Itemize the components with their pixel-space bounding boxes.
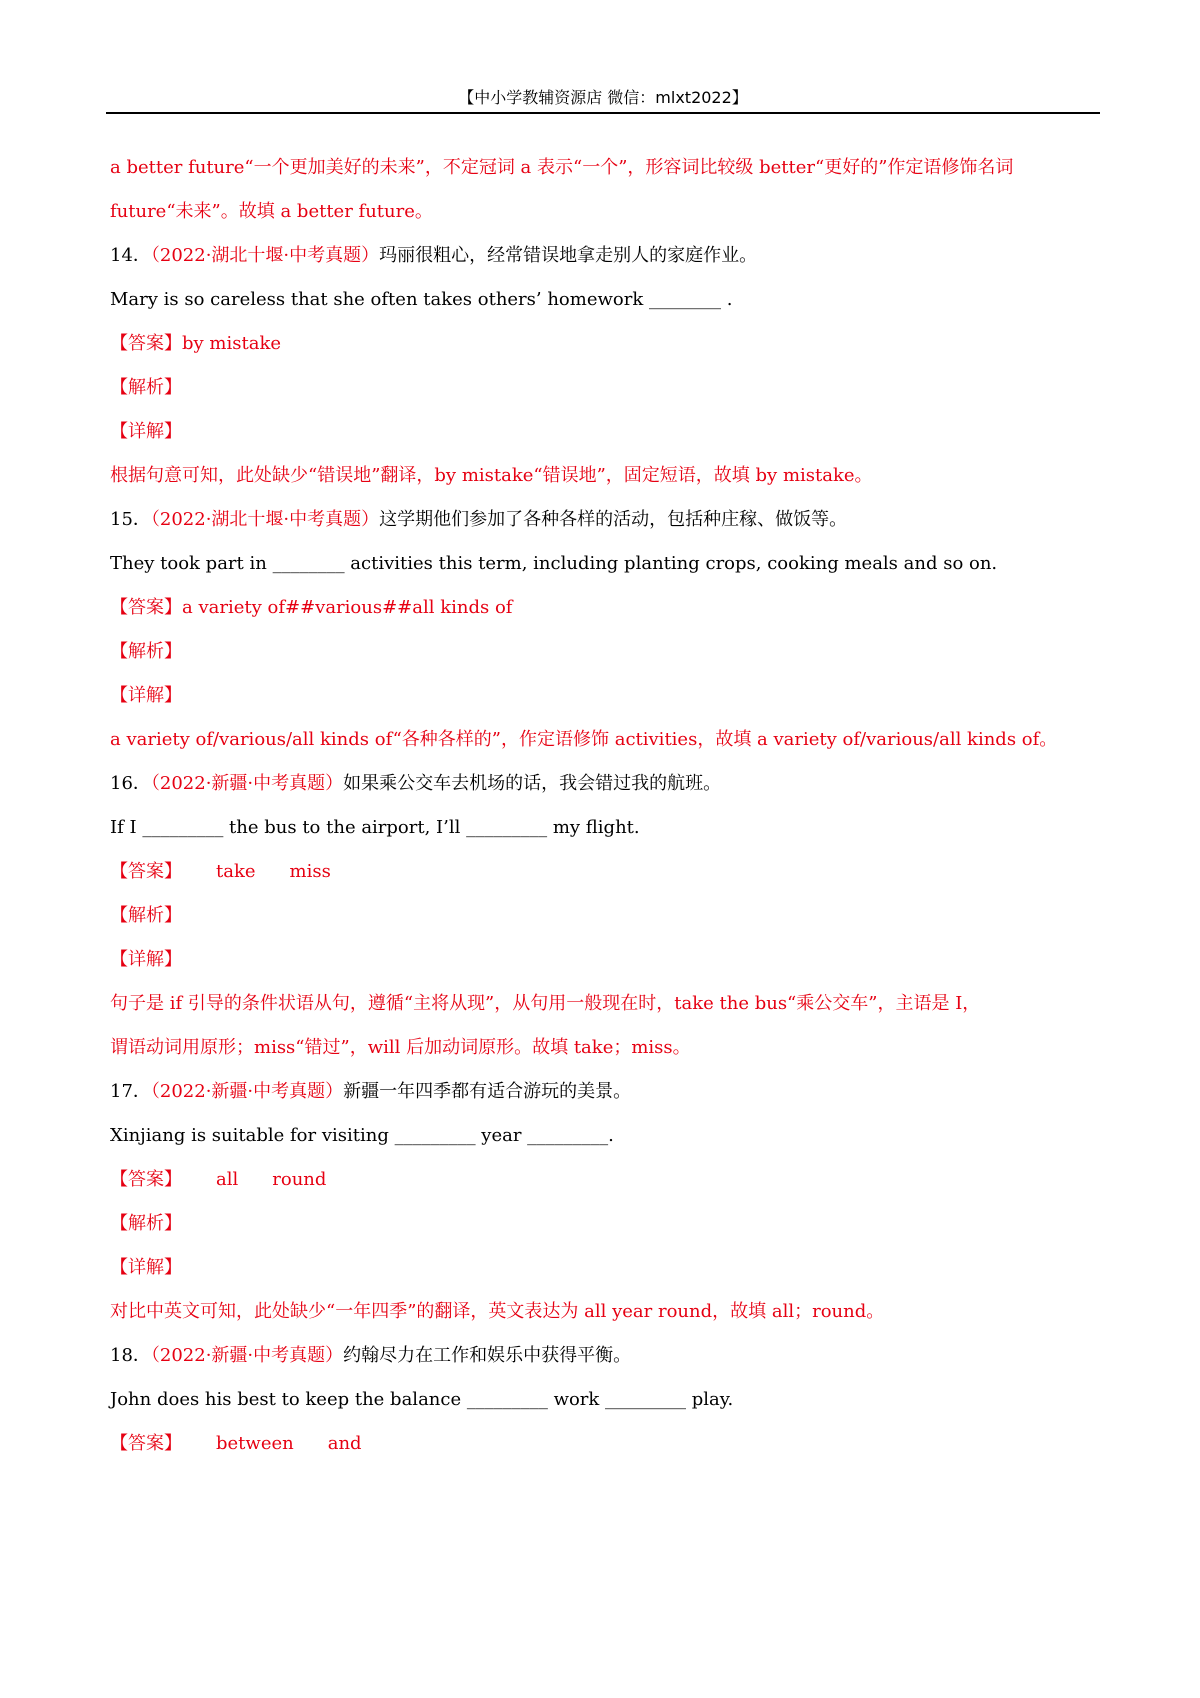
answer-value-1: all <box>216 1169 239 1190</box>
question-16-title <box>110 769 1100 799</box>
answer-value-1: between <box>216 1433 294 1454</box>
question-chinese: 如果乘公交车去机场的话，我会错过我的航班。 <box>343 773 722 794</box>
question-15-title <box>110 505 1100 535</box>
question-14-detail-label: 【详解】 <box>110 421 182 442</box>
answer-value-2: and <box>327 1433 362 1454</box>
question-number: 16． <box>110 773 151 794</box>
question-14-analysis-label: 【解析】 <box>110 377 182 398</box>
question-14-title <box>110 241 1100 271</box>
question-number: 15． <box>110 509 151 530</box>
question-16-detail-line-2: 谓语动词用原形；miss“错过”，will 后加动词原形。故填 take；miss。 <box>110 1037 691 1058</box>
question-15-detail-label: 【详解】 <box>110 685 182 706</box>
question-chinese: 这学期他们参加了各种各样的活动，包括种庄稼、做饭等。 <box>379 509 848 530</box>
question-number: 14． <box>110 245 151 266</box>
prev-detail-line-1: a better future“一个更加美好的未来”，不定冠词 a 表示“一个”，形容词比较级 better“更好的”作定语修饰名词 <box>110 157 1014 178</box>
question-18-title <box>110 1341 1100 1371</box>
question-15-english: They took part in ________ activities this term, including planting crops, cooking meals and so on. <box>110 553 998 574</box>
question-16-analysis-label: 【解析】 <box>110 905 182 926</box>
question-chinese: 玛丽很粗心，经常错误地拿走别人的家庭作业。 <box>379 245 758 266</box>
question-number: 18． <box>110 1345 151 1366</box>
question-chinese: 约翰尽力在工作和娱乐中获得平衡。 <box>343 1345 632 1366</box>
question-source: （2022·湖北十堰·中考真题） <box>150 245 380 266</box>
answer-label: 【答案】 <box>110 1169 182 1190</box>
question-16-english: If I _________ the bus to the airport, I’ll _________ my flight. <box>110 817 640 838</box>
question-17-analysis-label: 【解析】 <box>110 1213 182 1234</box>
question-source: （2022·新疆·中考真题） <box>150 773 344 794</box>
question-chinese: 新疆一年四季都有适合游玩的美景。 <box>343 1081 632 1102</box>
answer-label: 【答案】 <box>110 597 182 618</box>
question-number: 17． <box>110 1081 151 1102</box>
question-17-detail: 对比中英文可知，此处缺少“一年四季”的翻译，英文表达为 all year round，故填 all；round。 <box>110 1301 885 1322</box>
answer-value: by mistake <box>182 333 281 354</box>
question-16-detail-label: 【详解】 <box>110 949 182 970</box>
prev-detail-line-2: future“未来”。故填 a better future。 <box>110 201 433 222</box>
question-17-detail-label: 【详解】 <box>110 1257 182 1278</box>
question-15-detail: a variety of/various/all kinds of“各种各样的”，作定语修饰 activities，故填 a variety of/various/all kinds of。 <box>110 729 1058 750</box>
question-source: （2022·新疆·中考真题） <box>150 1081 344 1102</box>
answer-label: 【答案】 <box>110 1433 182 1454</box>
answer-value-2: miss <box>289 861 331 882</box>
question-14-answer <box>110 329 1100 359</box>
question-17-title <box>110 1077 1100 1107</box>
answer-value: a variety of##various##all kinds of <box>182 597 513 618</box>
question-17-english: Xinjiang is suitable for visiting _________ year _________. <box>110 1125 614 1146</box>
question-source: （2022·湖北十堰·中考真题） <box>150 509 380 530</box>
question-15-analysis-label: 【解析】 <box>110 641 182 662</box>
question-15-answer <box>110 593 1100 623</box>
question-17-answer <box>110 1165 1100 1195</box>
answer-label: 【答案】 <box>110 861 182 882</box>
question-18-english: John does his best to keep the balance _________ work _________ play. <box>110 1389 734 1410</box>
question-16-detail-line-1: 句子是 if 引导的条件状语从句，遵循“主将从现”，从句用一般现在时，take the bus“乘公交车”，主语是 I， <box>110 993 981 1014</box>
answer-label: 【答案】 <box>110 333 182 354</box>
answer-value-1: take <box>216 861 256 882</box>
question-16-answer <box>110 857 1100 887</box>
answer-value-2: round <box>272 1169 327 1190</box>
page-header: 【中小学教辅资源店 微信：mlxt2022】 <box>106 84 1100 114</box>
question-18-answer <box>110 1429 1100 1459</box>
question-14-english: Mary is so careless that she often takes others’ homework ________ . <box>110 289 733 310</box>
question-source: （2022·新疆·中考真题） <box>150 1345 344 1366</box>
question-14-detail: 根据句意可知，此处缺少“错误地”翻译，by mistake“错误地”，固定短语，故填 by mistake。 <box>110 465 873 486</box>
